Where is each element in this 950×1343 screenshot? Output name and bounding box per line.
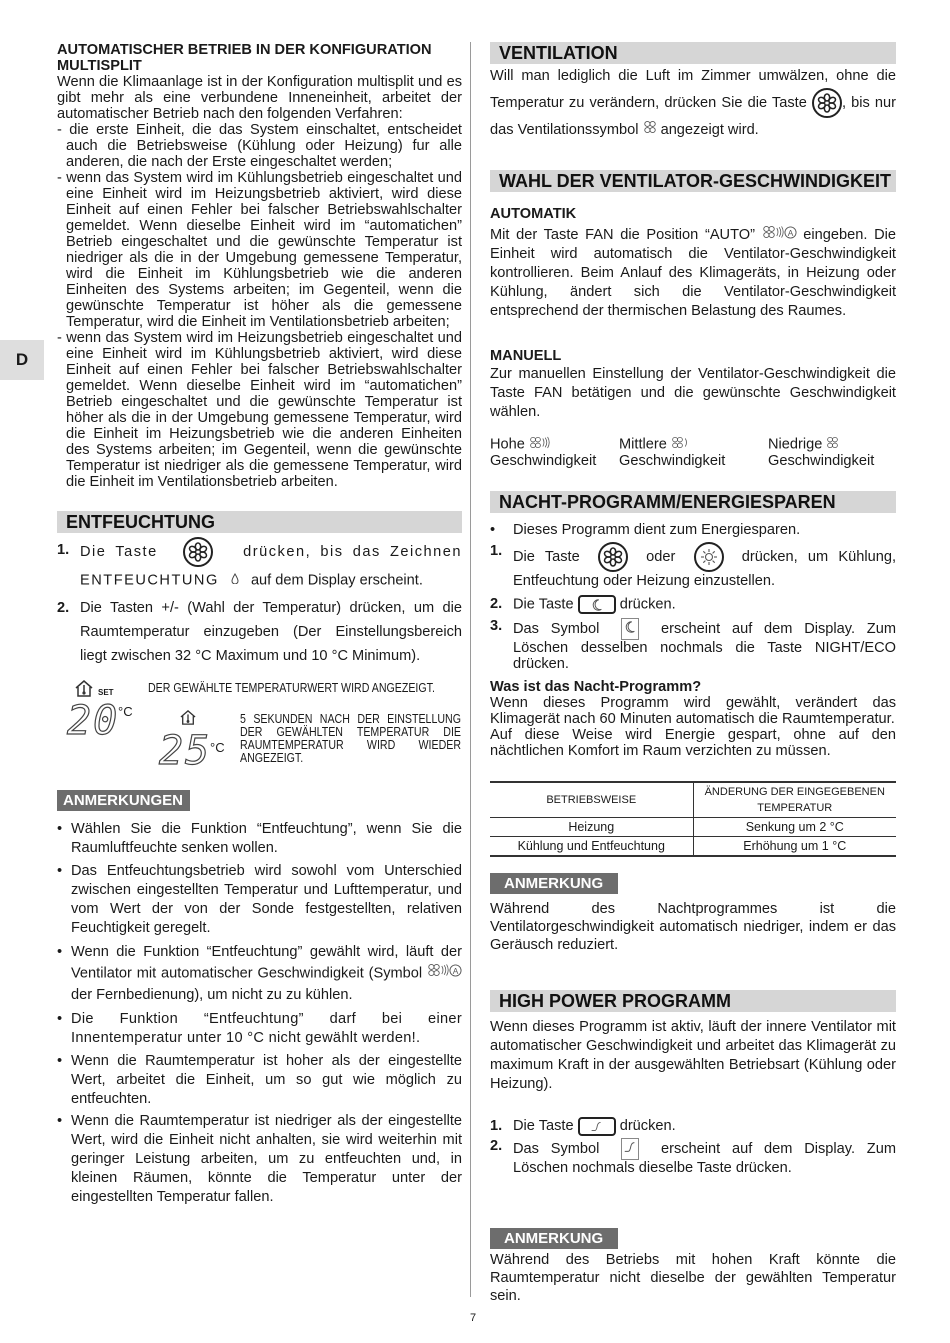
svg-text:A: A [452,966,459,977]
fan-medium-icon [671,436,689,453]
fan-low-icon [826,436,839,453]
table-header: ÄNDERUNG DER EINGEGEBENEN TEMPERATUR [693,782,896,818]
anmerkungen-label: ANMERKUNGEN [57,790,190,811]
left-column [57,42,462,1207]
night-section [490,491,896,954]
list-item: • Wenn die Raumtemperatur ist hoher als der eingestellte Wert, arbeitet die Einheit, um so gut wie möglich zu entfeuchten. [57,1052,462,1109]
night-note-text: Während des Nachtprogrammes ist die Ventilatorgeschwindigkeit automatisch niedriger, indem er das Geräusch reduziert. [490,901,896,954]
speed-high: Hohe Geschwindigkeit [490,436,597,470]
entfeuchtung-section [57,511,462,790]
night-note-label: ANMERKUNG [490,873,618,894]
list-item: 2. Die Taste drücken. [490,596,676,613]
right-column [490,42,896,1305]
set-temperature-value: 20 [67,698,120,745]
night-temperature-table [490,781,896,857]
ventilation-section [490,42,896,142]
night-title: NACHT-PROGRAMM/ENERGIESPAREN [490,491,896,513]
speed-low: Niedrige Geschwindigkeit [768,436,875,470]
house-thermometer-icon [180,710,196,730]
anmerkungen-section [57,790,462,1206]
list-item: • Wenn die Raumtemperatur ist niedriger als der eingestellte Wert, wird die Einheit nicht anhalten, sie wird weiterhin mit geringer Leistung arbeiten, um zu entfeuchten und, in kleinen Räumen, könnte die Temperatur unter der eingestellten Temperatur fallen. [57,1112,462,1207]
night-what-title: Was ist das Nacht-Programm? [490,679,702,696]
fan-speed-section [490,170,896,469]
set-caption: DER GEWÄHLTE TEMPERATURWERT WIRD ANGEZEIGT. [148,681,435,696]
list-item: 2. Die Tasten +/- (Wahl der Temperatur) drücken, um die Raumtemperatur einzugeben (Der Einstellungsbereich liegt zwischen 32 °C Maximum und 10 °C Minimum). [57,600,462,665]
list-item: • Wählen Sie die Funktion “Entfeuchtung”, wenn Sie die Raumluftfeuchte senken wollen. [57,820,462,858]
room-temperature-unit: °C [210,740,225,756]
list-item: 1. Die Taste drücken, bis das Zeichnen ENTFEUCHTUNG auf dem Display erscheint. [57,537,462,594]
column-divider [470,42,471,1297]
multisplit-list [57,122,462,490]
list-item: 1. Die Taste oder drücken, um Kühlung, Entfeuchtung oder Heizung einzustellen. [490,543,896,590]
room-caption: 5 SEKUNDEN NACH DER EINSTELLUNG DER GEWÄHLTEN TEMPERATUR DIE RAUMTEMPERATUR WIRD WIEDER ANGEZEIGT. [240,712,461,766]
automatik-text: Mit der Taste FAN die Position “AUTO” A eingeben. Die Einheit wird automatisch die Ventilator-Geschwindigkeit kontrollieren. Beim Anlauf des Klimageräts, in Heizung oder Kühlung, ändert sich die Ventilator-Geschwindigkeit entsprechend der thermischen Belastung des Raumes. [490,227,896,320]
anmerkungen-list [57,820,462,1206]
ventilation-text: Will man lediglich die Luft im Zimmer umwälzen, ohne die Temperatur zu verändern, drücken Sie die Taste , bis nur das Ventilationssymbol angezeigt wird. [490,64,896,142]
speed-medium: Mittlere Geschwindigkeit [619,436,726,470]
fan-icon [643,118,657,142]
mode-button-icon [812,88,842,118]
list-item: • Die Funktion “Entfeuchtung” darf bei einer Innentemperatur unter 10 °C nicht gewählt werden!. [57,1010,462,1048]
ventilation-title: VENTILATION [490,42,896,64]
list-item: - wenn das System wird im Kühlungsbetrieb eingeschaltet und eine Einheit wird im Heizungsbetrieb aktiviert, wird diese Einheit auf einen Fehler bei falscher Betriebswahlschalter gemeldet. Wenn dieselbe Einheit wird im “automatichen” Betrieb eingeschaltet und die gewünschte Temperatur ist niedriger als die in der Umgebung gemessene Temperatur, wird die Einheit im Kühlungsbetrieb wie die anderen Einheiten des Systems arbeiten; im Gegenteil, wenn die gewünschte Temperatur ist höher als die gemessene Temperatur, wird die Einheit im Ventilationsbetrieb arbeiten; [57,170,462,330]
high-power-text: Wenn dieses Programm ist aktiv, läuft der innere Ventilator mit automatischer Geschwindigkeit und arbeitet das Klimagerät zu maximum Kraft in der ausgewählten Betriebsart (Kühlung oder Heizung). [490,1019,896,1093]
automatik-title: AUTOMATIK [490,206,577,223]
list-item: 3. Das Symbol erscheint auf dem Display. Zum Löschen desselben nochmals die Taste NIGHT/ECO drücken. [490,618,896,673]
night-eco-button-icon [578,595,616,614]
entfeuchtung-title: ENTFEUCHTUNG [57,511,462,533]
table-row: Kühlung und Entfeuchtung Erhöhung um 1 °C [490,837,896,857]
set-label: SET [98,688,114,698]
night-steps [490,542,896,672]
multisplit-title: AUTOMATISCHER BETRIEB IN DER KONFIGURATION MULTISPLIT [57,42,432,74]
temperature-display-illustration [57,680,462,790]
high-power-section [490,990,896,1305]
list-item: 2. Das Symbol erscheint auf dem Display. Zum Löschen nochmals dieselbe Taste drücken. [490,1138,896,1177]
language-tab: D [0,340,44,380]
list-item: - wenn das System wird im Heizungsbetrieb eingeschaltet und eine Einheit wird im Kühlungsbetrieb aktiviert, wird diese Einheit auf einen Fehler bei falscher Betriebswahlschalter gemeldet. Wenn dieselbe Einheit wird im “automatichen” Betrieb eingeschaltet und die gewünschte Temperatur ist höher als die in der Umgebung gemessene Temperatur, wird die Einheit im Heizungsbetrieb wie die anderen Einheiten des Systems arbeiten; im Gegenteil, wenn die gewünschte Temperatur ist niedriger als die gemessene Temperatur, wird die Einheit im Ventilationsbetrieb arbeiten. [57,330,462,490]
list-item: • Das Entfeuchtungsbetrieb wird sowohl vom Unterschied zwischen eingestellten Temperatur und Lufttemperatur, und vom Wert der von der Sonde festgestellten, relativen Feuchtigkeit geregelt. [57,862,462,938]
table-header: BETRIEBSWEISE [490,782,693,818]
multisplit-intro: Wenn die Klimaanlage ist in der Konfiguration multisplit und es gibt mehr als eine verbundene Inneneinheit, arbeitet der automatischer Betrieb nach den folgenden Verfahren: [57,74,462,122]
list-item: • Dieses Programm dient zum Energiesparen. [490,522,896,538]
list-item: - die erste Einheit, die das System einschaltet, entscheidet auch die Betriebsweise (Kühlung oder Heizung) fur alle anderen, die nach der Erste eingeschaltet werden; [57,122,462,170]
manuell-text: Zur manuellen Einstellung der Ventilator-Geschwindigkeit die Taste FAN betätigen und die gewünschte Geschwindigkeit wählen. [490,366,896,421]
night-bullet [490,522,896,538]
list-item: 1. Die Taste drücken. [490,1118,676,1135]
svg-text:A: A [787,227,793,238]
droplet-icon [231,567,239,594]
high-power-symbol-icon [621,1138,639,1160]
table-row: Heizung Senkung um 2 °C [490,818,896,837]
fan-speed-title: WAHL DER VENTILATOR-GESCHWINDIGKEIT [490,170,896,192]
high-power-title: HIGH POWER PROGRAMM [490,990,896,1012]
high-power-button-icon [578,1117,616,1136]
manuell-title: MANUELL [490,348,562,365]
fan-high-icon [529,436,550,453]
fan-speed-options [490,436,896,469]
mode-button-icon [183,537,213,567]
fan-auto-icon [427,963,462,984]
set-temperature-unit: °C [118,704,133,720]
entfeuchtung-steps [57,537,462,668]
fan-auto-icon [762,225,797,245]
list-item: • Wenn die Funktion “Entfeuchtung” gewählt wird, läuft der Ventilator mit automatischer Geschwindigkeit (Symbol A der Fernbedienung), um nicht zu zu kühlen. [57,942,462,1005]
high-power-note-text: Während des Betriebs mit hohen Kraft könnte die Raumtemperatur nicht dieselbe der gewählten Temperatur sein. [490,1252,896,1305]
high-power-note-label: ANMERKUNG [490,1228,618,1249]
room-temperature-value: 25 [159,728,212,775]
moon-symbol-icon [621,618,639,640]
night-what-text: Wenn dieses Programm wird gewählt, verändert das Klimagerät nach 60 Minuten automatisch die Raumtemperatur. [490,695,896,728]
multisplit-section [57,42,462,490]
high-power-steps [490,1116,896,1176]
mode-button-icon [598,542,628,572]
page-number: 7 [470,1312,477,1324]
heat-mode-button-icon [694,542,724,572]
night-what-text-2: Auf diese Weise wird Energie gespart, ohne auf den nächtlichen Komfort im Raum verzichten zu müssen. [490,727,896,760]
